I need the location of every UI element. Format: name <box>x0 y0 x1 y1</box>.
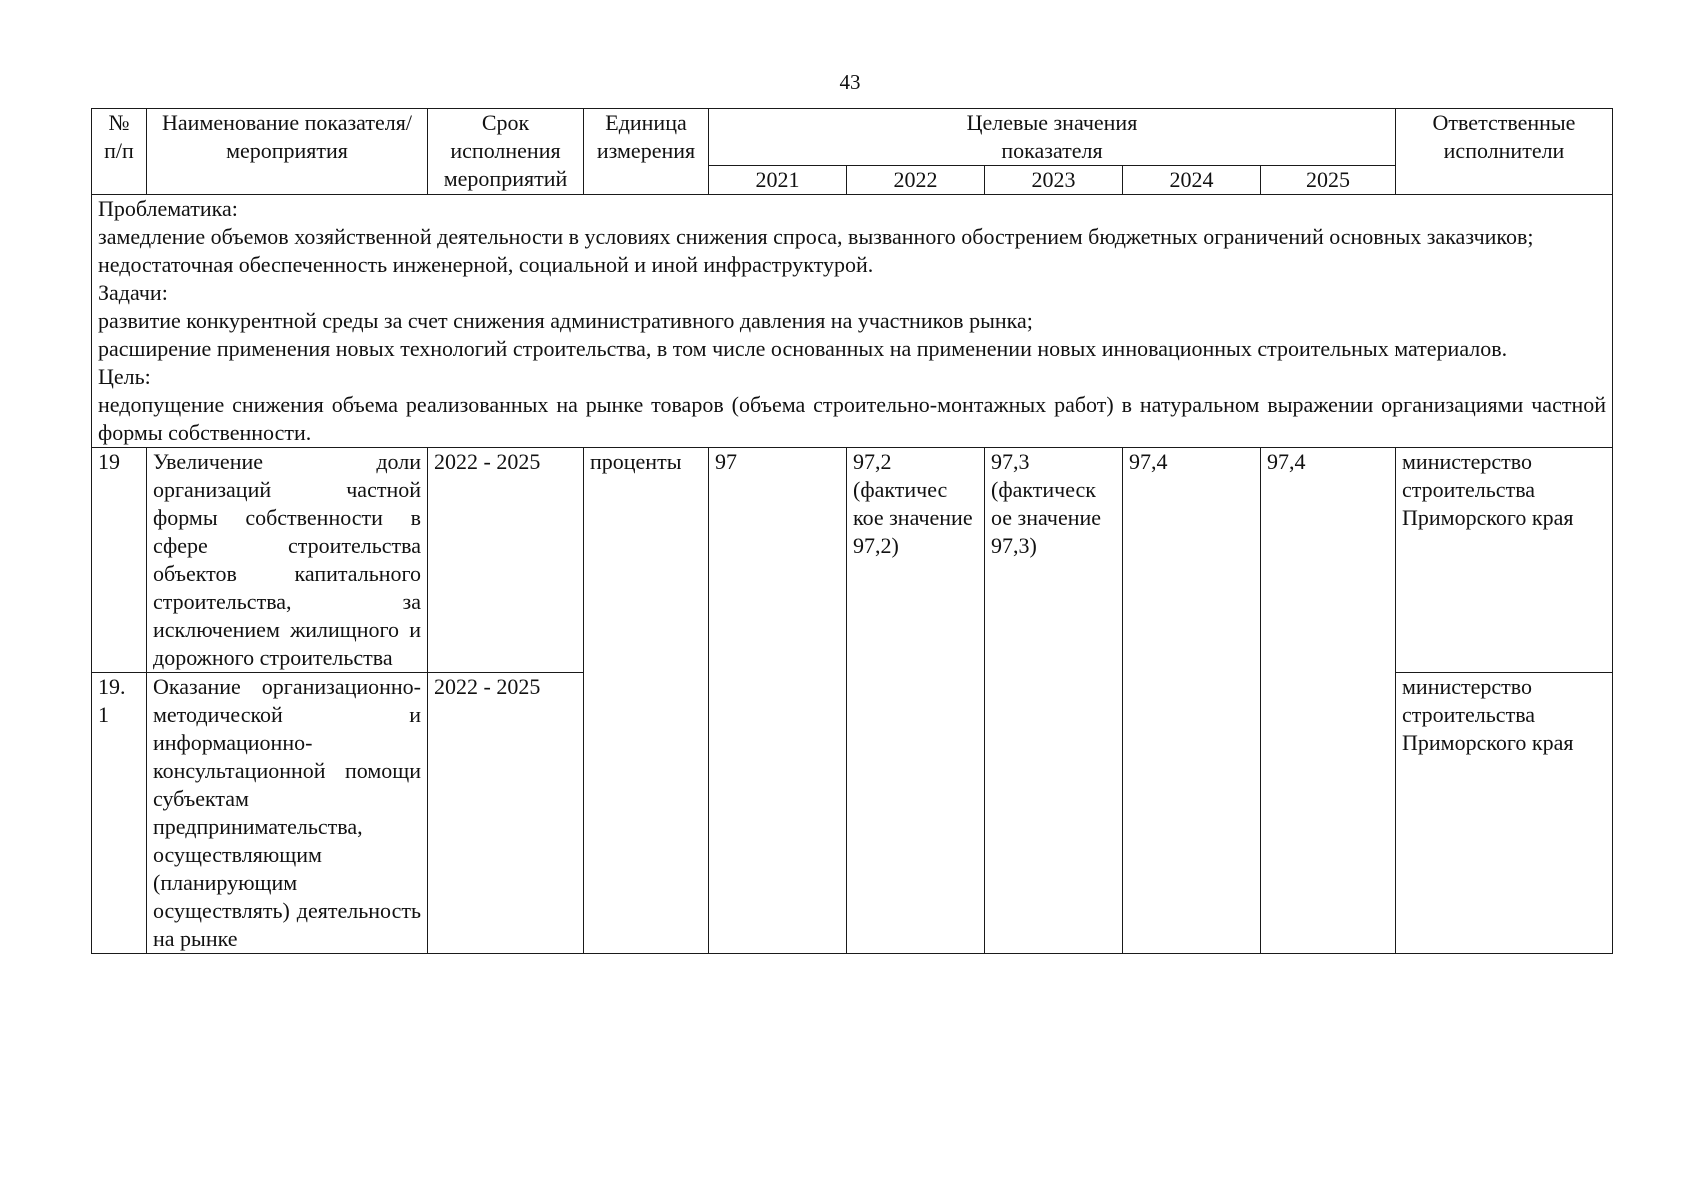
row-19-term: 2022 - 2025 <box>428 448 584 673</box>
row-19-1-responsible: министерство строительства Приморского края <box>1396 673 1613 954</box>
header-num: № п/п <box>92 109 147 195</box>
section-row <box>92 195 1613 448</box>
header-unit: Единица измерения <box>584 109 709 195</box>
tasks-title: Задачи: <box>98 280 168 305</box>
row-19-unit: проценты <box>584 448 709 954</box>
header-year-2022: 2022 <box>847 166 985 195</box>
row-19-value-2022: 97,2 (фактичес кое значение 97,2) <box>847 448 985 954</box>
header-row <box>92 109 1613 166</box>
goal-title: Цель: <box>98 364 151 389</box>
row-19-responsible: министерство строительства Приморского края <box>1396 448 1613 673</box>
problems-title: Проблематика: <box>98 196 238 221</box>
row-19-value-2021: 97 <box>709 448 847 954</box>
task-2: расширение применения новых технологий строительства, в том числе основанных на применении новых инновационных строительных материалов. <box>98 336 1508 361</box>
goal-1: недопущение снижения объема реализованных на рынке товаров (объема строительно-монтажных работ) в натуральном выражении организациями частной формы собственности. <box>98 392 1606 445</box>
row-19-value-2025: 97,4 <box>1261 448 1396 954</box>
header-year-2025: 2025 <box>1261 166 1396 195</box>
header-term: Срок исполнения мероприятий <box>428 109 584 195</box>
header-year-2023: 2023 <box>985 166 1123 195</box>
table-row <box>92 448 1613 673</box>
row-19-value-2024: 97,4 <box>1123 448 1261 954</box>
section-description <box>92 195 1613 448</box>
row-19-1-name: Оказание организационно-методической и информационно-консультационной помощи субъектам предпринимательства, осуществляющим (планирующим осуществлять) деятельность на рынке <box>147 673 428 954</box>
row-19-1-term: 2022 - 2025 <box>428 673 584 954</box>
row-19-value-2023: 97,3 (фактическ ое значение 97,3) <box>985 448 1123 954</box>
row-19-name: Увеличение доли организаций частной формы собственности в сфере строительства объектов капитального строительства, за исключением жилищного и дорожного строительства <box>147 448 428 673</box>
problem-2: недостаточная обеспеченность инженерной, социальной и иной инфраструктурой. <box>98 252 874 277</box>
page-number: 43 <box>839 70 861 94</box>
task-1: развитие конкурентной среды за счет снижения административного давления на участников рынка; <box>98 308 1033 333</box>
header-target: Целевые значения показателя <box>709 109 1396 166</box>
row-19-num: 19 <box>92 448 147 673</box>
row-19-1-num: 19. 1 <box>92 673 147 954</box>
problem-1: замедление объемов хозяйственной деятельности в условиях снижения спроса, вызванного обострением бюджетных ограничений основных заказчиков; <box>98 224 1534 249</box>
header-name: Наименование показателя/мероприятия <box>147 109 428 195</box>
indicators-table <box>91 108 1613 954</box>
header-responsible: Ответственные исполнители <box>1396 109 1613 195</box>
header-year-2024: 2024 <box>1123 166 1261 195</box>
header-year-2021: 2021 <box>709 166 847 195</box>
